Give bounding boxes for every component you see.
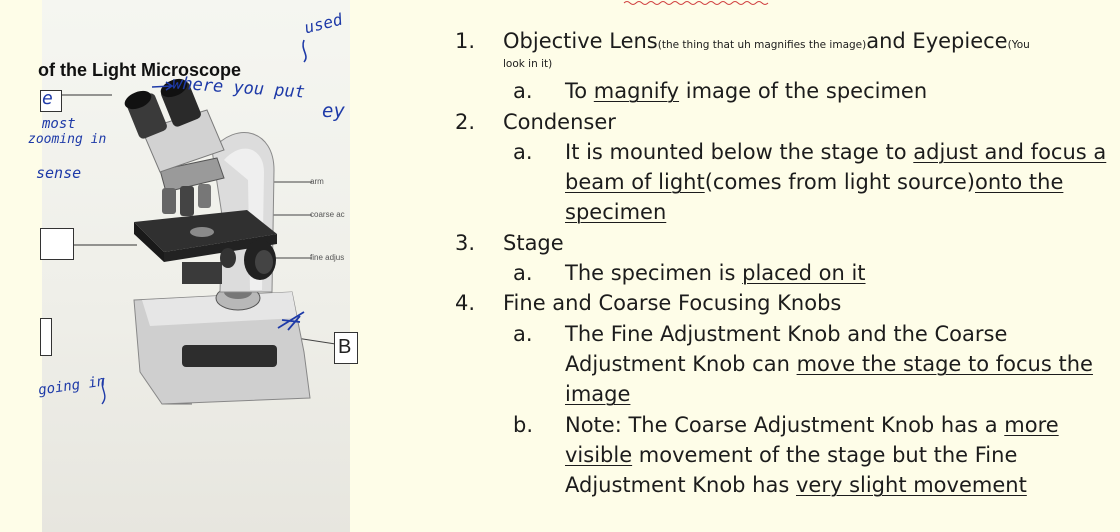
answer-box-letter: B <box>338 336 352 358</box>
sub-item-text: The Fine Adjustment Knob and the Coarse Adjustment Knob can <box>565 321 1008 376</box>
sub-item-letter: a. <box>513 321 533 346</box>
item-title: Objective Lens <box>503 29 658 53</box>
handwritten-ey: ey <box>322 100 345 122</box>
underlined-text: magnify <box>593 79 680 104</box>
handwritten-e: e <box>42 88 53 109</box>
sub-item-letter: a. <box>513 261 533 286</box>
handwritten-most: most <box>42 116 76 132</box>
sub-item-text-mid: movement of the stage but the Fine Adjustment Knob has <box>565 442 1018 498</box>
sub-item-text-mid: (comes from light source) <box>704 170 975 195</box>
sub-item-letter: a. <box>513 139 533 164</box>
label-arm: arm <box>310 177 324 186</box>
item-number: 1. <box>455 29 476 53</box>
list-item <box>455 107 1115 137</box>
sub-item-letter: b. <box>513 412 534 437</box>
item-annotation-continued: look in it) <box>503 58 553 71</box>
answer-box-2 <box>40 228 74 260</box>
item-annotation: (the thing that uh magnifies the image) <box>657 39 867 51</box>
item-title: Condenser <box>503 109 616 134</box>
worksheet-title: of the Light Microscope <box>38 60 242 80</box>
underlined-text-2: onto the specimen <box>565 170 1064 225</box>
item-title-2: and Eyepiece <box>866 29 1008 53</box>
list-item <box>455 288 1115 318</box>
sub-item <box>455 410 1115 501</box>
underlined-text: adjust and focus a beam of light <box>565 139 1107 195</box>
item-number: 3. <box>455 230 476 255</box>
handwritten-used: used <box>302 9 345 38</box>
item-number: 2. <box>455 109 476 134</box>
notes-list <box>455 26 1115 500</box>
item-title: Fine and Coarse Focusing Knobs <box>503 291 842 316</box>
handwritten-going-in: going in <box>37 373 107 399</box>
answer-box-3 <box>40 318 52 356</box>
sub-item-text: Note: The Coarse Adjustment Knob has a <box>565 412 1005 437</box>
underlined-text: move the stage to focus the image <box>565 351 1093 407</box>
sub-item-text: To <box>565 79 594 104</box>
handwritten-where-you-put: where you put <box>171 73 306 103</box>
sub-item-text: It is mounted below the stage to <box>565 139 914 164</box>
worksheet-photo <box>28 0 352 532</box>
underlined-text-2: very slight movement <box>795 473 1027 498</box>
item-annotation-2: (You <box>1007 39 1030 51</box>
list-item <box>455 26 1115 60</box>
sub-item-text: The specimen is <box>565 261 743 286</box>
sub-item <box>455 319 1115 410</box>
list-item <box>455 228 1115 258</box>
underlined-text: more visible <box>565 412 1059 467</box>
sub-item-text-end: image of the specimen <box>679 79 928 104</box>
sub-item <box>455 137 1115 228</box>
item-title: Stage <box>503 230 564 255</box>
handwritten-zooming-in: zooming in <box>28 132 107 147</box>
spellcheck-squiggle <box>624 0 770 6</box>
sub-item <box>455 258 1115 288</box>
sub-item-letter: a. <box>513 79 533 104</box>
sub-item <box>455 76 1115 106</box>
label-fine-adjustment: fine adjus <box>310 253 345 262</box>
underlined-text: placed on it <box>742 261 866 286</box>
item-number: 4. <box>455 291 476 316</box>
label-coarse-adjustment: coarse ac <box>310 210 345 219</box>
handwritten-sense: sense <box>36 164 82 182</box>
